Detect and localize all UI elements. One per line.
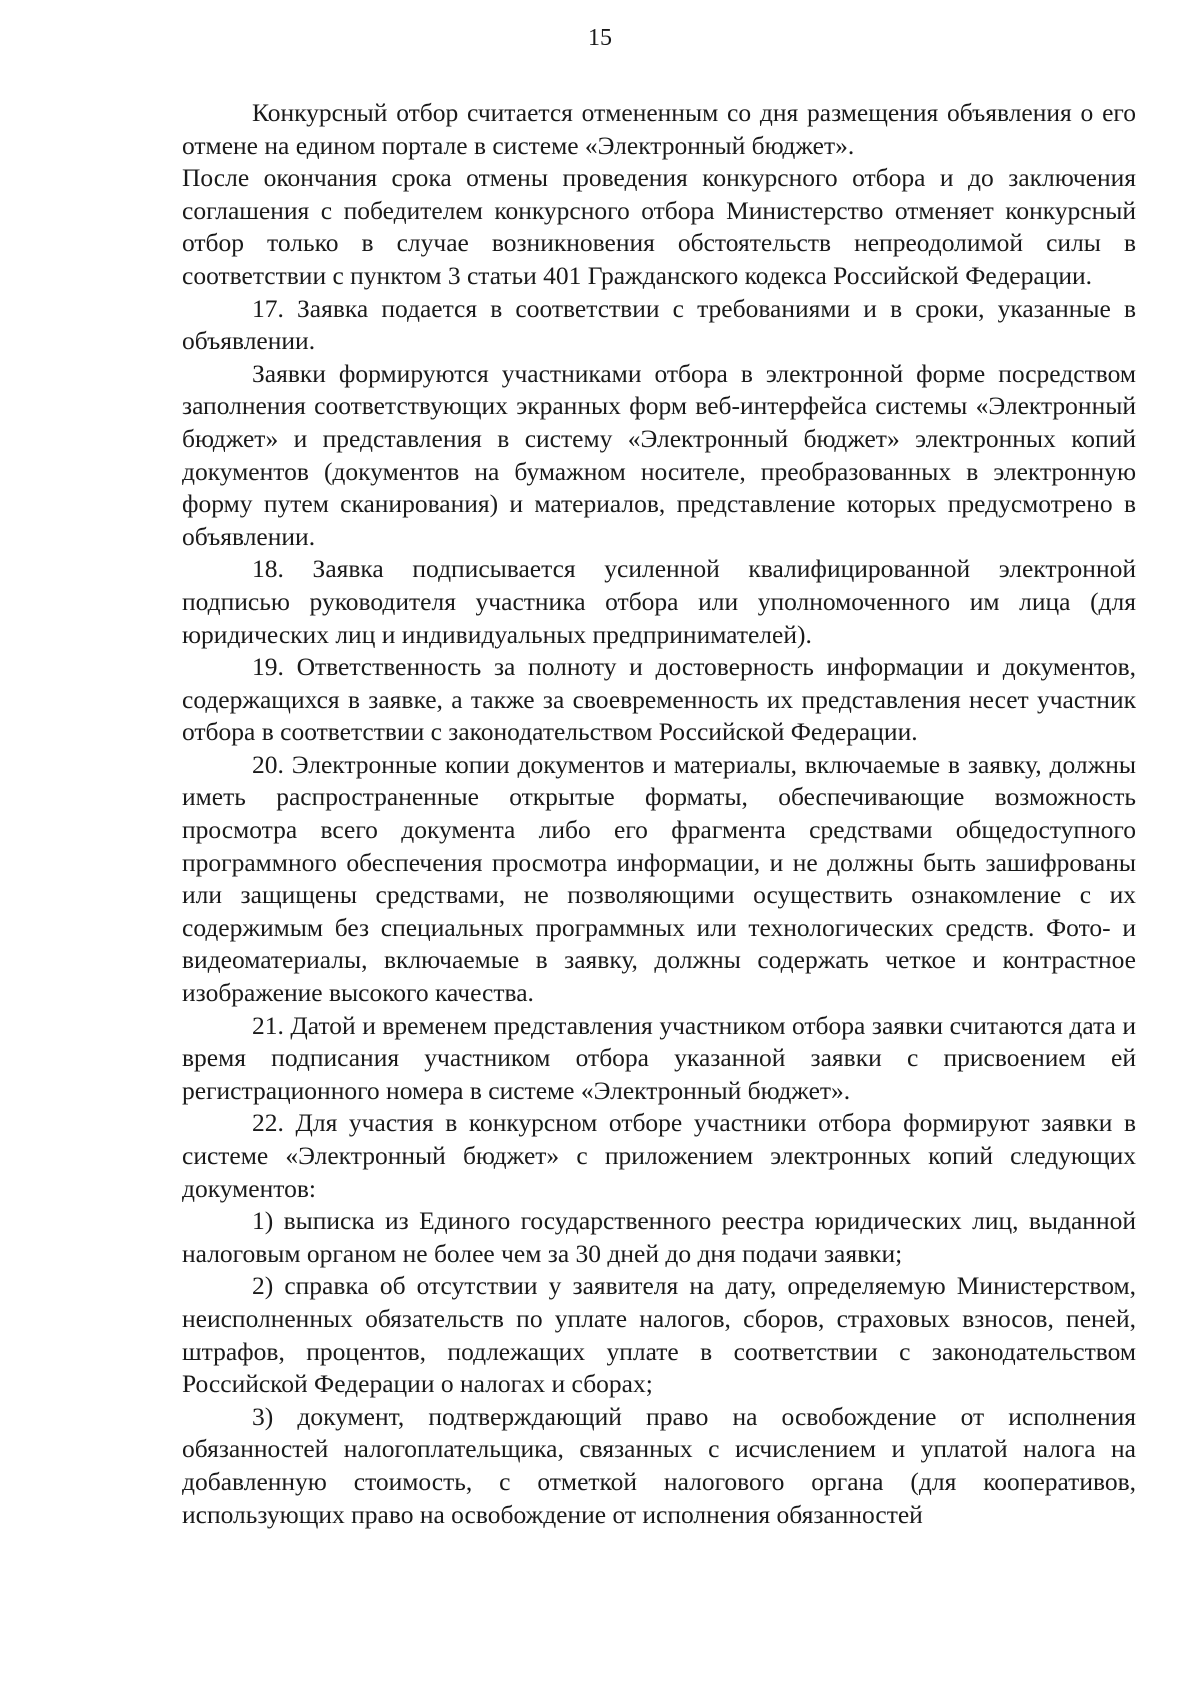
document-body [182, 97, 1136, 1531]
paragraph-17-forming: Заявки формируются участниками отбора в электронной форме посредством заполнения соответствующих экранных форм веб-интерфейса системы «Электронный бюджет» и представления в систему «Электронный бюджет» электронных копий документов (документов на бумажном носителе, преобразованных в электронную форму путем сканирования) и материалов, представление которых предусмотрено в объявлении. [182, 358, 1136, 551]
paragraph-cancellation-force-majeure: После окончания срока отмены проведения конкурсного отбора и до заключения соглашения с победителем конкурсного отбора Министерство отменяет конкурсный отбор только в случае возникновения обстоятельств непреодолимой силы в соответствии с пунктом 3 статьи 401 Гражданского кодекса Российской Федерации. [182, 163, 1136, 290]
page-number: 15 [588, 25, 612, 51]
paragraph-18: 18. Заявка подписывается усиленной квалифицированной электронной подписью руководителя участника отбора или уполномоченного им лица (для юридических лиц и индивидуальных предпринимателей). [182, 554, 1136, 649]
paragraph-22: 22. Для участия в конкурсном отборе участники отбора формируют заявки в системе «Электронный бюджет» с приложением электронных копий следующих документов: [182, 1108, 1136, 1203]
paragraph-17: 17. Заявка подается в соответствии с требованиями и в сроки, указанные в объявлении. [182, 293, 1136, 356]
list-item-3: 3) документ, подтверждающий право на освобождение от исполнения обязанностей налогоплательщика, связанных с исчислением и уплатой налога на добавленную стоимость, с отметкой налогового органа (для кооперативов, использующих право на освобождение от исполнения обязанностей [182, 1401, 1136, 1529]
paragraph-cancellation-date: Конкурсный отбор считается отмененным со дня размещения объявления о его отмене на едином портале в системе «Электронный бюджет». [182, 98, 1136, 160]
paragraph-21: 21. Датой и временем представления участником отбора заявки считаются дата и время подписания участником отбора указанной заявки с присвоением ей регистрационного номера в системе «Электронный бюджет». [182, 1010, 1136, 1105]
list-item-2: 2) справка об отсутствии у заявителя на дату, определяемую Министерством, неисполненных обязательств по уплате налогов, сборов, страховых взносов, пеней, штрафов, процентов, подлежащих уплате в соответствии с законодательством Российской Федерации о налогах и сборах; [182, 1271, 1136, 1399]
list-item-1: 1) выписка из Единого государственного реестра юридических лиц, выданной налоговым органом не более чем за 30 дней до дня подачи заявки; [182, 1206, 1136, 1268]
paragraph-19: 19. Ответственность за полноту и достоверность информации и документов, содержащихся в заявке, а также за своевременность их представления несет участник отбора в соответствии с законодательством Российской Федерации. [182, 652, 1136, 747]
paragraph-20: 20. Электронные копии документов и материалы, включаемые в заявку, должны иметь распространенные открытые форматы, обеспечивающие возможность просмотра всего документа либо его фрагмента средствами общедоступного программного обеспечения просмотра информации, и не должны быть зашифрованы или защищены средствами, не позволяющими осуществить ознакомление с их содержимым без специальных программных или технологических средств. Фото- и видеоматериалы, включаемые в заявку, должны содержать четкое и контрастное изображение высокого качества. [182, 749, 1136, 1008]
